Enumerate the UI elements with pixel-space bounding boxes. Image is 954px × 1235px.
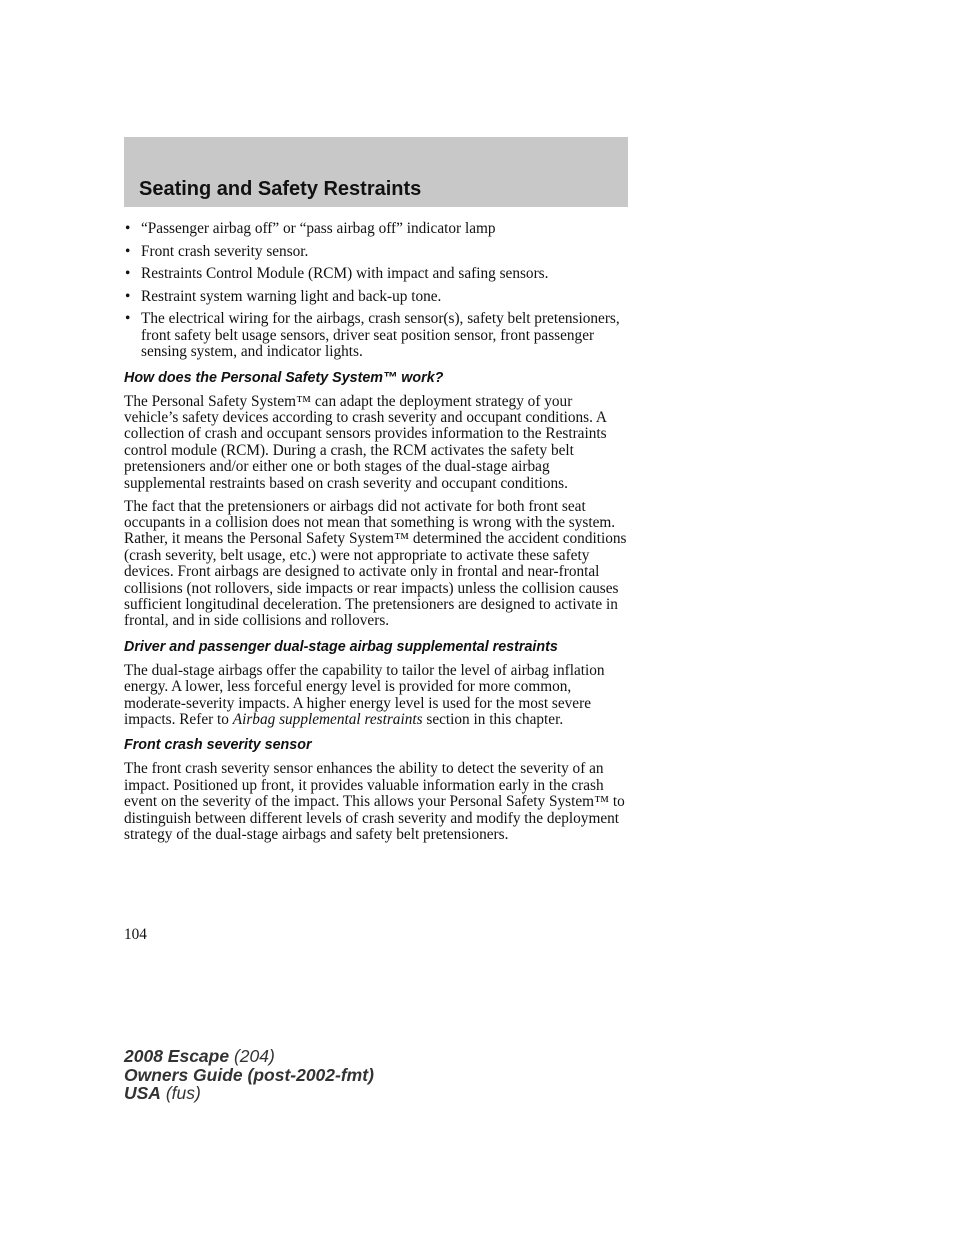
bullet-icon: • — [125, 242, 131, 260]
component-list — [124, 221, 630, 361]
page-content — [124, 221, 630, 850]
list-item — [124, 289, 630, 305]
list-item-text: The electrical wiring for the airbags, crash sensor(s), safety belt pretensioners, front safety belt usage sensors, driver seat position sensor, front passenger sensing system, and indicator lights. — [141, 310, 620, 361]
list-item-text: Restraint system warning light and back-up tone. — [141, 287, 442, 305]
footer-line — [124, 1047, 374, 1066]
list-item — [124, 311, 630, 360]
list-item — [124, 221, 630, 237]
paragraph-text: section in this chapter. — [422, 711, 564, 728]
list-item-text: Front crash severity sensor. — [141, 242, 309, 260]
page-number: 104 — [124, 926, 147, 943]
footer-guide: Owners Guide (post-2002-fmt) — [124, 1064, 374, 1085]
bullet-icon: • — [125, 287, 131, 305]
chapter-header-band — [124, 137, 628, 207]
section-heading-how-it-works: How does the Personal Safety System™ work? — [124, 369, 444, 386]
bullet-icon: • — [125, 265, 131, 283]
list-item — [124, 244, 630, 260]
footer-market: USA — [124, 1083, 161, 1103]
section-heading-front-crash-sensor: Front crash severity sensor — [124, 737, 312, 754]
paragraph-text: The dual-stage airbags offer the capability to tailor the level of airbag inflation energy. A lower, less forceful energy level is provided for more common, moderate-severity impacts. A higher energy level is used for the most severe impacts. Refer to — [124, 661, 605, 728]
document-footer — [124, 1047, 374, 1103]
cross-reference: Airbag supplemental restraints — [232, 711, 423, 728]
bullet-icon: • — [125, 220, 131, 237]
chapter-title: Seating and Safety Restraints — [139, 178, 422, 200]
list-item-text: Restraints Control Module (RCM) with impact and safing sensors. — [141, 265, 549, 283]
section-heading-dual-stage-airbags: Driver and passenger dual-stage airbag supplemental restraints — [124, 638, 558, 655]
paragraph: The front crash severity sensor enhances the ability to detect the severity of an impact. Positioned up front, it provides valuable information early in the crash event on the severity of the impact. This allows your Personal Safety System™ to distinguish between different levels of crash severity and modify the deployment strategy of the dual-stage airbags and safety belt pretensioners. — [124, 760, 625, 844]
bullet-icon: • — [125, 310, 131, 328]
footer-market-code: (fus) — [160, 1083, 201, 1103]
paragraph — [124, 663, 630, 729]
list-item — [124, 266, 630, 282]
paragraph: The fact that the pretensioners or airbags did not activate for both front seat occupants in a collision does not mean that something is wrong with the system. Rather, it means the Personal Safety System™ determined the accident conditions (crash severity, belt usage, etc.) were not appropriate to activate these safety devices. Front airbags are designed to activate only in frontal and near-frontal collisions (not rollovers, side impacts or rear impacts) unless the collision causes sufficient longitudinal deceleration. The pretensioners are designed to activate in frontal, and in side collisions and rollovers. — [124, 497, 627, 630]
footer-model: 2008 Escape — [124, 1046, 230, 1066]
list-item-text: “Passenger airbag off” or “pass airbag off” indicator lamp — [141, 220, 496, 237]
footer-line — [124, 1084, 374, 1103]
footer-line — [124, 1066, 374, 1085]
paragraph: The Personal Safety System™ can adapt the deployment strategy of your vehicle’s safety devices according to crash severity and occupant conditions. A collection of crash and occupant sensors provides information to the Restraints control module (RCM). During a crash, the RCM activates the safety belt pretensioners and/or either one or both stages of the dual-stage airbag supplemental restraints based on crash severity and occupant conditions. — [124, 392, 607, 492]
footer-model-code: (204) — [229, 1046, 275, 1066]
